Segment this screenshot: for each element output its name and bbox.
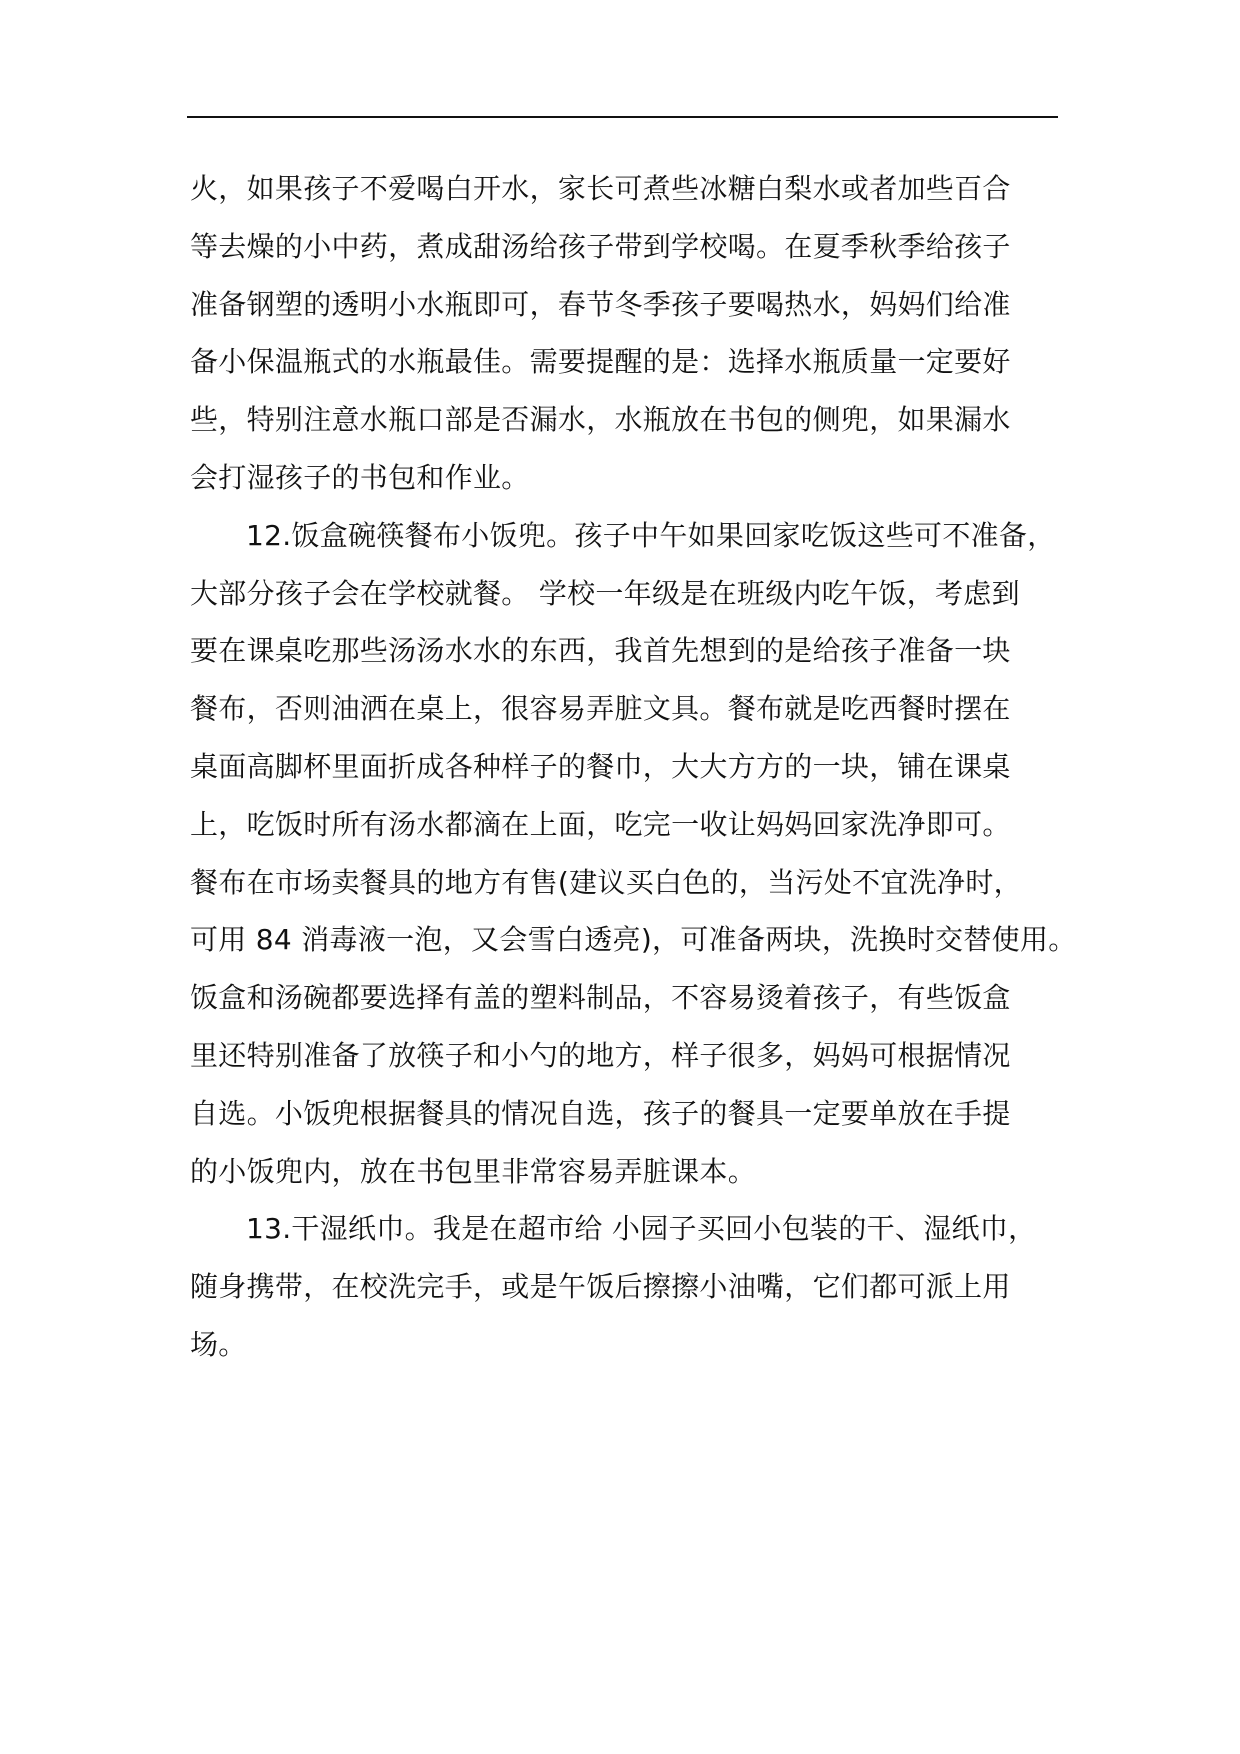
header-rule [187,116,1058,118]
text-line: 火，如果孩子不爱喝白开水，家长可煮些冰糖白梨水或者加些百合 [190,172,1011,205]
text-line: 等去燥的小中药，煮成甜汤给孩子带到学校喝。在夏季秋季给孩子 [190,230,1011,263]
text-line: 随身携带，在校洗完手，或是午饭后擦擦小油嘴，它们都可派上用 [190,1270,1011,1303]
text-line: 里还特别准备了放筷子和小勺的地方，样子很多，妈妈可根据情况 [190,1039,1011,1072]
text-line: 大部分孩子会在学校就餐。 学校一年级是在班级内吃午饭，考虑到 [190,577,1020,610]
text-line: 的小饭兜内，放在书包里非常容易弄脏课本。 [190,1155,757,1188]
text-line: 准备钢塑的透明小水瓶即可，春节冬季孩子要喝热水，妈妈们给准 [190,288,1011,321]
paragraph-12-start: 12.饭盒碗筷餐布小饭兜。孩子中午如果回家吃饭这些可不准备， [246,519,1056,552]
text-line: 备小保温瓶式的水瓶最佳。需要提醒的是：选择水瓶质量一定要好 [190,345,1011,378]
text-line: 要在课桌吃那些汤汤水水的东西，我首先想到的是给孩子准备一块 [190,634,1011,667]
text-line: 可用 84 消毒液一泡，又会雪白透亮)，可准备两块，洗换时交替使用。 [190,923,1077,956]
text-line: 餐布，否则油洒在桌上，很容易弄脏文具。餐布就是吃西餐时摆在 [190,692,1011,725]
text-line: 餐布在市场卖餐具的地方有售(建议买白色的，当污处不宜洗净时， [190,866,1022,899]
text-line: 桌面高脚杯里面折成各种样子的餐巾，大大方方的一块，铺在课桌 [190,750,1011,783]
text-line: 自选。小饭兜根据餐具的情况自选，孩子的餐具一定要单放在手提 [190,1097,1011,1130]
text-line: 上，吃饭时所有汤水都滴在上面，吃完一收让妈妈回家洗净即可。 [190,808,1011,841]
text-line: 饭盒和汤碗都要选择有盖的塑料制品，不容易烫着孩子，有些饭盒 [190,981,1011,1014]
text-line: 些，特别注意水瓶口部是否漏水，水瓶放在书包的侧兜，如果漏水 [190,403,1011,436]
paragraph-13-start: 13.干湿纸巾。我是在超市给 小园子买回小包装的干、湿纸巾， [246,1212,1037,1245]
text-line: 会打湿孩子的书包和作业。 [190,461,530,494]
text-line: 场。 [190,1328,247,1361]
